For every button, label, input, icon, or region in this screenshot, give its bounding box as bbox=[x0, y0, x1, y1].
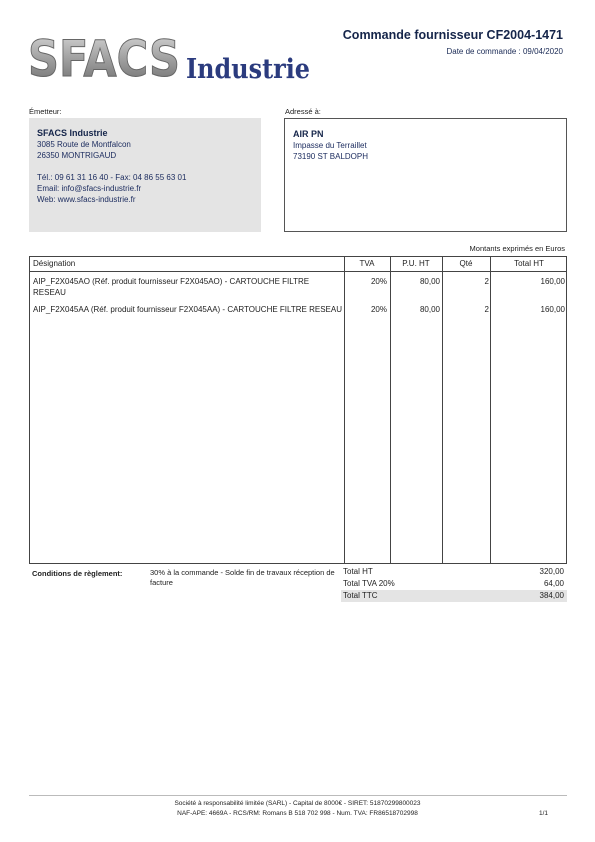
total-ht-value: 320,00 bbox=[539, 567, 564, 576]
emitter-label: Émetteur: bbox=[29, 107, 62, 116]
total-ttc-row bbox=[341, 590, 567, 602]
total-ttc-value: 384,00 bbox=[539, 591, 564, 600]
total-tva-row bbox=[341, 578, 567, 590]
row-designation: AIP_F2X045AO (Réf. produit fournisseur F2X045AO) - CARTOUCHE FILTRE RESEAU bbox=[33, 277, 310, 297]
table-row bbox=[30, 304, 566, 332]
logo-wordmark: SFACS bbox=[28, 32, 180, 88]
total-ht-label: Total HT bbox=[343, 567, 373, 576]
footer-legal-line1: Société à responsabilité limitée (SARL) - Capital de 8000€ - SIRET: 51870299800023 bbox=[174, 800, 421, 807]
emitter-address-line1: 3085 Route de Montfalcon bbox=[37, 140, 131, 149]
recipient-block bbox=[284, 118, 567, 232]
order-lines-table bbox=[29, 256, 567, 564]
col-header-tva: TVA bbox=[359, 259, 375, 268]
recipient-address-line2: 73190 ST BALDOPH bbox=[293, 152, 369, 161]
col-header-total-ht: Total HT bbox=[514, 259, 544, 268]
total-tva-value: 64,00 bbox=[543, 579, 564, 588]
recipient-label: Adressé à: bbox=[285, 107, 321, 116]
logo-subtitle: Industrie bbox=[186, 54, 310, 85]
col-header-designation: Désignation bbox=[33, 259, 76, 268]
emitter-address-line2: 26350 MONTRIGAUD bbox=[37, 151, 117, 160]
total-ht-row bbox=[341, 566, 567, 578]
row-designation: AIP_F2X045AA (Réf. produit fournisseur F2X045AA) - CARTOUCHE FILTRE RESEAU bbox=[33, 305, 343, 314]
row-tva: 20% bbox=[370, 277, 387, 286]
col-header-pu-ht: P.U. HT bbox=[402, 259, 430, 268]
company-logo bbox=[28, 32, 318, 88]
footer-legal-line2: NAF-APE: 4669A - RCS/RM: Romans B 518 702 998 - Num. TVA: FR86518702998 bbox=[177, 810, 418, 817]
emitter-email: Email: info@sfacs-industrie.fr bbox=[37, 184, 142, 193]
document-title: Commande fournisseur CF2004-1471 bbox=[342, 28, 563, 42]
total-tva-label: Total TVA 20% bbox=[343, 579, 395, 588]
col-header-qty: Qté bbox=[459, 259, 473, 268]
total-ttc-label: Total TTC bbox=[343, 591, 378, 600]
payment-conditions-label: Conditions de règlement: bbox=[32, 569, 123, 578]
row-unit-price: 80,00 bbox=[419, 277, 440, 286]
page-number: 1/1 bbox=[538, 810, 548, 817]
emitter-block bbox=[29, 118, 261, 232]
emitter-web: Web: www.sfacs-industrie.fr bbox=[37, 195, 136, 204]
row-total: 160,00 bbox=[540, 305, 565, 314]
recipient-address-line1: Impasse du Terraillet bbox=[293, 141, 367, 150]
table-row bbox=[30, 276, 566, 304]
emitter-name: SFACS Industrie bbox=[37, 128, 108, 138]
order-date: Date de commande : 09/04/2020 bbox=[446, 47, 563, 56]
row-quantity: 2 bbox=[484, 277, 489, 286]
recipient-name: AIR PN bbox=[293, 129, 324, 139]
row-total: 160,00 bbox=[540, 277, 565, 286]
row-tva: 20% bbox=[370, 305, 387, 314]
emitter-phone: Tél.: 09 61 31 16 40 - Fax: 04 86 55 63 01 bbox=[37, 173, 187, 182]
header-divider bbox=[30, 271, 566, 272]
payment-conditions-value: 30% à la commande - Solde fin de travaux réception de facture bbox=[150, 568, 335, 587]
footer-divider bbox=[29, 795, 567, 796]
currency-note: Montants exprimés en Euros bbox=[469, 244, 565, 253]
row-unit-price: 80,00 bbox=[419, 305, 440, 314]
row-quantity: 2 bbox=[484, 305, 489, 314]
